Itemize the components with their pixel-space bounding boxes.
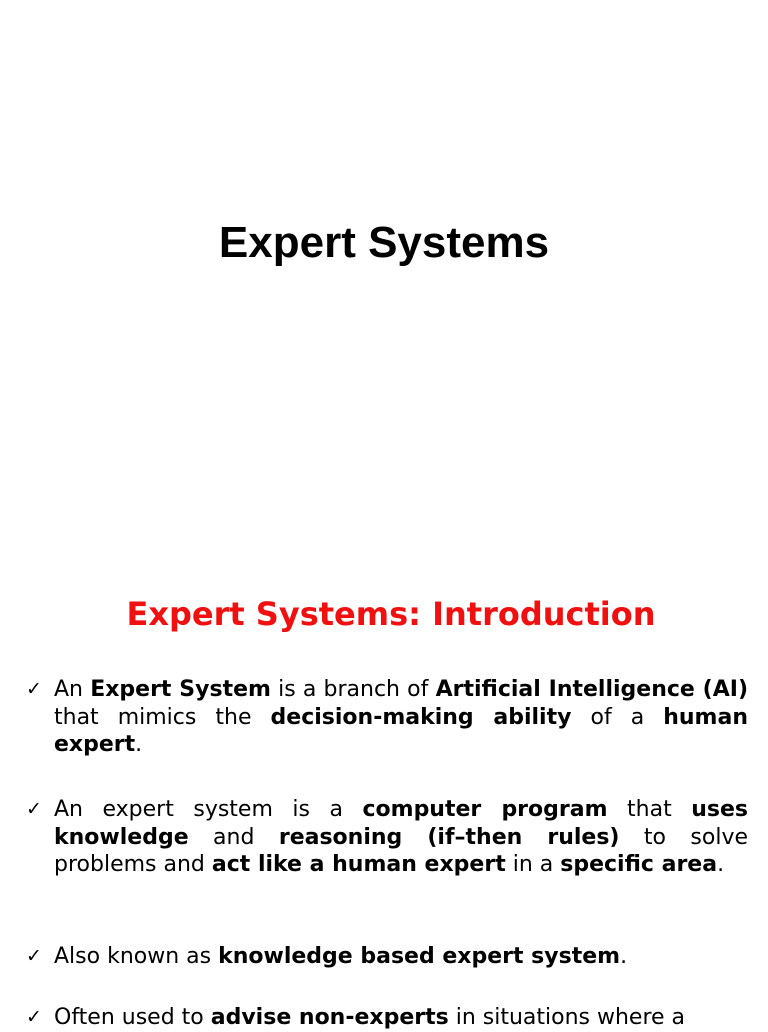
bullet-plain-text: Often used to bbox=[54, 1005, 211, 1030]
bullet-plain-text: in situations where a bbox=[448, 1005, 686, 1030]
bullet-plain-text: Also known as bbox=[54, 944, 219, 969]
check-icon: ✓ bbox=[26, 798, 42, 820]
bullet-plain-text: is a branch of bbox=[270, 677, 436, 702]
bullet-plain-text: that mimics the bbox=[54, 704, 271, 730]
bullet-text bbox=[54, 796, 748, 879]
bullet-plain-text: . bbox=[135, 732, 143, 758]
bullet-bold-text: act like a human expert bbox=[211, 852, 506, 878]
bullet-bold-text: decision-making ability bbox=[270, 704, 572, 730]
bullet-plain-text: An expert system is a bbox=[54, 797, 363, 822]
bullet-bold-text: reasoning (if–then rules) bbox=[278, 824, 620, 850]
bullet-plain-text: of a bbox=[571, 704, 664, 730]
bullet-plain-text: in a bbox=[505, 852, 561, 878]
bullet-item bbox=[26, 1004, 748, 1032]
bullet-item bbox=[26, 676, 748, 759]
bullet-item bbox=[26, 943, 748, 971]
bullet-plain-text: . bbox=[620, 944, 628, 969]
check-icon: ✓ bbox=[26, 1006, 42, 1028]
bullet-text bbox=[54, 676, 748, 759]
bullet-bold-text: specific area bbox=[560, 852, 718, 878]
bullet-plain-text: and bbox=[188, 824, 279, 850]
bullet-plain-text: that bbox=[607, 797, 692, 822]
slide-1-title: Expert Systems bbox=[218, 218, 550, 267]
bullet-bold-text: Artificial Intelligence (AI) bbox=[435, 677, 748, 702]
bullet-plain-text: . bbox=[717, 852, 725, 878]
bullet-bold-text: advise non-experts bbox=[210, 1005, 449, 1030]
bullet-bold-text: knowledge based expert system bbox=[218, 944, 621, 969]
bullet-bold-text: uses knowledge bbox=[54, 797, 749, 850]
check-icon: ✓ bbox=[26, 945, 42, 967]
bullet-text bbox=[54, 1004, 748, 1032]
bullet-bold-text: human expert bbox=[54, 704, 748, 758]
slide-2-title: Expert Systems: Introduction bbox=[126, 595, 656, 633]
bullet-bold-text: computer program bbox=[362, 797, 608, 822]
bullet-bold-text: Expert System bbox=[90, 677, 271, 702]
bullet-plain-text: An bbox=[54, 677, 91, 702]
bullet-plain-text: to solve problems and bbox=[54, 824, 748, 878]
bullet-text bbox=[54, 943, 748, 971]
check-icon: ✓ bbox=[26, 678, 42, 700]
bullet-item bbox=[26, 796, 748, 879]
